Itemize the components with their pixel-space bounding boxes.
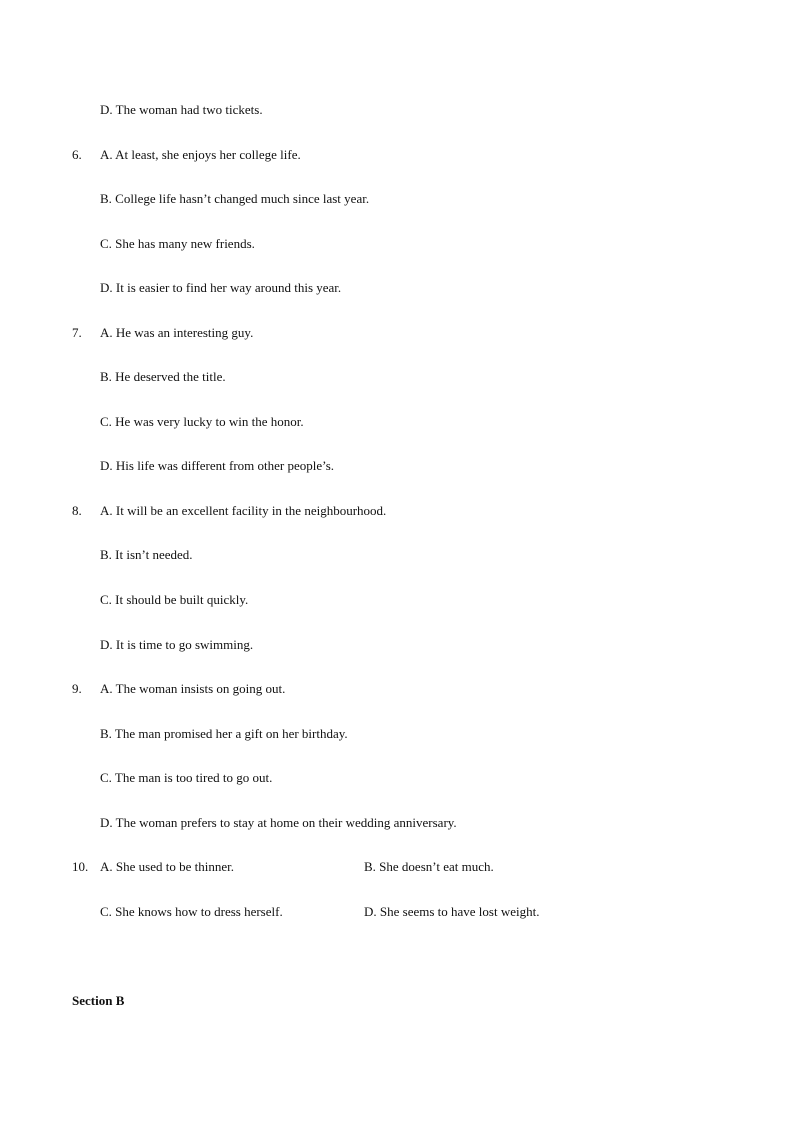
q9-option-b: B. The man promised her a gift on her birthday. — [100, 726, 348, 741]
q7-option-a: A. He was an interesting guy. — [100, 325, 254, 340]
q9-option-c: C. The man is too tired to go out. — [100, 770, 273, 785]
q9-option-d: D. The woman prefers to stay at home on their wedding anniversary. — [100, 815, 457, 830]
q5-option-d: D. The woman had two tickets. — [100, 102, 263, 117]
q9-option-a: A. The woman insists on going out. — [100, 681, 286, 696]
q8-option-c: C. It should be built quickly. — [100, 592, 249, 607]
question-number-9: 9. — [72, 681, 82, 696]
q10-option-d: D. She seems to have lost weight. — [364, 904, 540, 919]
question-number-10: 10. — [72, 859, 89, 874]
q10-option-b: B. She doesn’t eat much. — [364, 859, 494, 874]
q7-option-c: C. He was very lucky to win the honor. — [100, 414, 304, 429]
q6-option-b: B. College life hasn’t changed much since last year. — [100, 191, 370, 206]
question-number-7: 7. — [72, 325, 82, 340]
q7-option-d: D. His life was different from other people’s. — [100, 458, 335, 473]
section-heading: Section B — [72, 993, 125, 1008]
question-number-8: 8. — [72, 503, 82, 518]
q6-option-c: C. She has many new friends. — [100, 236, 255, 251]
q6-option-a: A. At least, she enjoys her college life. — [100, 147, 301, 162]
q10-option-a: A. She used to be thinner. — [100, 859, 234, 874]
question-number-6: 6. — [72, 147, 82, 162]
q8-option-b: B. It isn’t needed. — [100, 547, 193, 562]
q8-option-a: A. It will be an excellent facility in the neighbourhood. — [100, 503, 387, 518]
q10-option-c: C. She knows how to dress herself. — [100, 904, 283, 919]
q8-option-d: D. It is time to go swimming. — [100, 637, 254, 652]
q7-option-b: B. He deserved the title. — [100, 369, 226, 384]
q6-option-d: D. It is easier to find her way around this year. — [100, 280, 342, 295]
